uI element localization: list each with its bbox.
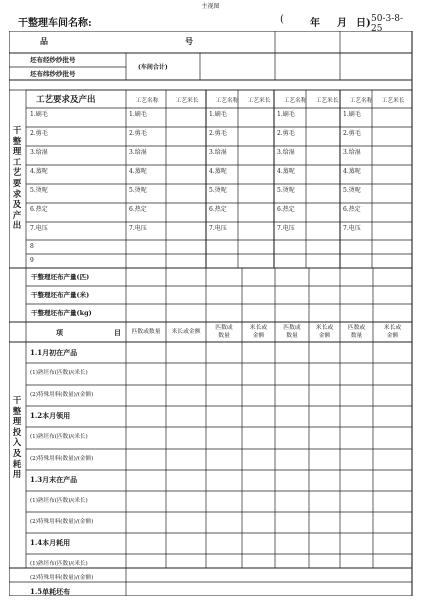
process-item-label: 8 xyxy=(30,243,34,250)
year-label: 年 xyxy=(310,18,320,29)
process-col-header: 工艺名称 xyxy=(215,98,239,104)
process-item-cell: 4.蒸呢 xyxy=(129,168,147,175)
process-item-cell: 6.热定 xyxy=(129,206,147,213)
process-item-label: 9 xyxy=(30,257,34,264)
consumption-item-label: 1.5单耗坯布 xyxy=(30,587,71,596)
item-end-label: 目 xyxy=(114,328,121,337)
cons-col-header: 数量 xyxy=(350,333,363,339)
cons-col-header: 金额 xyxy=(318,333,331,339)
process-item-cell: 4.蒸呢 xyxy=(277,168,295,175)
day-label: 日) xyxy=(356,18,371,29)
consumption-item-label: (2)特殊用料(数量)/(金额) xyxy=(30,519,94,525)
process-req-label: 工艺要求及产出 xyxy=(36,95,96,105)
process-item-label: 6.热定 xyxy=(30,206,48,213)
process-item-cell: 2.剪毛 xyxy=(277,130,295,137)
process-item-cell: 3.给湿 xyxy=(277,149,295,156)
process-item-cell: 2.剪毛 xyxy=(343,130,361,137)
process-item-cell: 1.刷毛 xyxy=(129,111,147,118)
process-item-label: 3.给湿 xyxy=(30,149,48,156)
cons-col-header: 数量 xyxy=(286,333,298,339)
process-col-header: 工艺米长 xyxy=(315,98,339,104)
product-label: 品 xyxy=(40,36,48,46)
process-col-header: 工艺米长 xyxy=(175,98,199,104)
consumption-item-label: 1.1月初在产品 xyxy=(30,348,78,357)
consumption-item-label: (1)熟坯布(匹数)/(米长) xyxy=(30,561,88,567)
consumption-section-label: 干整理投入及耗用 xyxy=(12,396,22,481)
process-item-cell: 7.电压 xyxy=(277,225,295,232)
consumption-item-label: (2)特殊用料(数量)/(金额) xyxy=(30,456,94,462)
process-item-cell: 4.蒸呢 xyxy=(209,168,227,175)
process-item-cell: 3.给湿 xyxy=(129,149,147,156)
process-item-cell: 3.给湿 xyxy=(209,149,227,156)
consumption-item-label: (1)熟坯布(匹数)/(米长) xyxy=(30,498,88,504)
consumption-item-label: 1.3月末在产品 xyxy=(30,475,78,484)
process-col-header: 工艺名称 xyxy=(135,98,159,104)
process-item-label: 1.刷毛 xyxy=(30,111,48,118)
date-open-paren: ( xyxy=(280,14,284,25)
cons-col-header: 金额 xyxy=(252,333,265,339)
cons-col-header: 米长或 xyxy=(315,325,334,331)
cons-col-header: 匹数或 xyxy=(283,325,301,331)
process-item-cell: 7.电压 xyxy=(129,225,147,232)
form-code: 50-3-8-25 xyxy=(371,14,404,34)
process-item-cell: 5.烫呢 xyxy=(209,187,227,194)
process-item-cell: 5.烫呢 xyxy=(277,187,295,194)
number-label: 号 xyxy=(185,36,193,46)
warp-yarn-label: 坯布经纱纱批号 xyxy=(30,56,76,64)
cons-col-header: 匹数或数量 xyxy=(131,329,161,335)
shop-total-label: (车间合计) xyxy=(138,64,168,71)
consumption-item-label: (1)熟坯布(匹数)/(米长) xyxy=(30,434,88,440)
process-item-label: 2.剪毛 xyxy=(30,130,48,137)
process-item-cell: 6.热定 xyxy=(277,206,295,213)
process-item-cell: 4.蒸呢 xyxy=(343,168,361,175)
process-col-header: 工艺米长 xyxy=(247,98,271,104)
output-m-label: 干整理坯布产量(米) xyxy=(31,291,90,299)
form-header xyxy=(18,14,408,34)
cons-col-header: 米长或金额 xyxy=(171,329,201,335)
process-col-header: 工艺米长 xyxy=(381,98,405,104)
consumption-item-label: (2)特殊用料(数量)/(金额) xyxy=(30,392,94,398)
cons-col-header: 数量 xyxy=(218,333,230,339)
process-item-cell: 6.热定 xyxy=(343,206,361,213)
cons-col-header: 匹数或 xyxy=(215,325,233,331)
process-item-label: 5.烫呢 xyxy=(30,187,48,194)
cons-col-header: 匹数或 xyxy=(347,325,366,331)
process-section-label: 干整理工艺要求及产出 xyxy=(12,126,22,232)
process-item-cell: 1.刷毛 xyxy=(343,111,361,118)
consumption-item-label: 1.2本月领用 xyxy=(30,411,71,420)
process-item-cell: 6.热定 xyxy=(209,206,227,213)
process-item-cell: 1.刷毛 xyxy=(209,111,227,118)
process-item-cell: 2.剪毛 xyxy=(209,130,227,137)
page-caption: 主视图 xyxy=(201,3,220,10)
process-item-cell: 1.刷毛 xyxy=(277,111,295,118)
consumption-item-label: (2)特殊用料(数量)/(金额) xyxy=(30,575,94,581)
month-label: 月 xyxy=(337,18,347,29)
consumption-item-label: 1.4本月耗用 xyxy=(30,538,71,547)
process-item-cell: 5.烫呢 xyxy=(343,187,361,194)
process-item-cell: 7.电压 xyxy=(209,225,227,232)
process-col-header: 工艺名称 xyxy=(283,98,307,104)
consumption-item-label: (1)熟坯布(匹数)/(米长) xyxy=(30,370,88,376)
process-item-cell: 5.烫呢 xyxy=(129,187,147,194)
workshop-name-label: 干整理车间名称: xyxy=(18,18,92,29)
process-col-header: 工艺名称 xyxy=(349,98,373,104)
output-kg-label: 干整理坯布产量(kg) xyxy=(31,309,92,317)
output-pi-label: 干整理坯布产量(匹) xyxy=(31,273,90,281)
process-item-cell: 2.剪毛 xyxy=(129,130,147,137)
weft-yarn-label: 坯布纬纱纱批号 xyxy=(30,70,76,78)
process-item-cell: 7.电压 xyxy=(343,225,361,232)
cons-col-header: 米长或 xyxy=(249,325,268,331)
process-item-label: 7.电压 xyxy=(30,225,48,232)
process-item-label: 4.蒸呢 xyxy=(30,168,48,175)
process-item-cell: 3.给湿 xyxy=(343,149,361,156)
cons-col-header: 金额 xyxy=(386,333,399,339)
item-label: 项 xyxy=(56,328,63,337)
cons-col-header: 米长或 xyxy=(383,325,402,331)
